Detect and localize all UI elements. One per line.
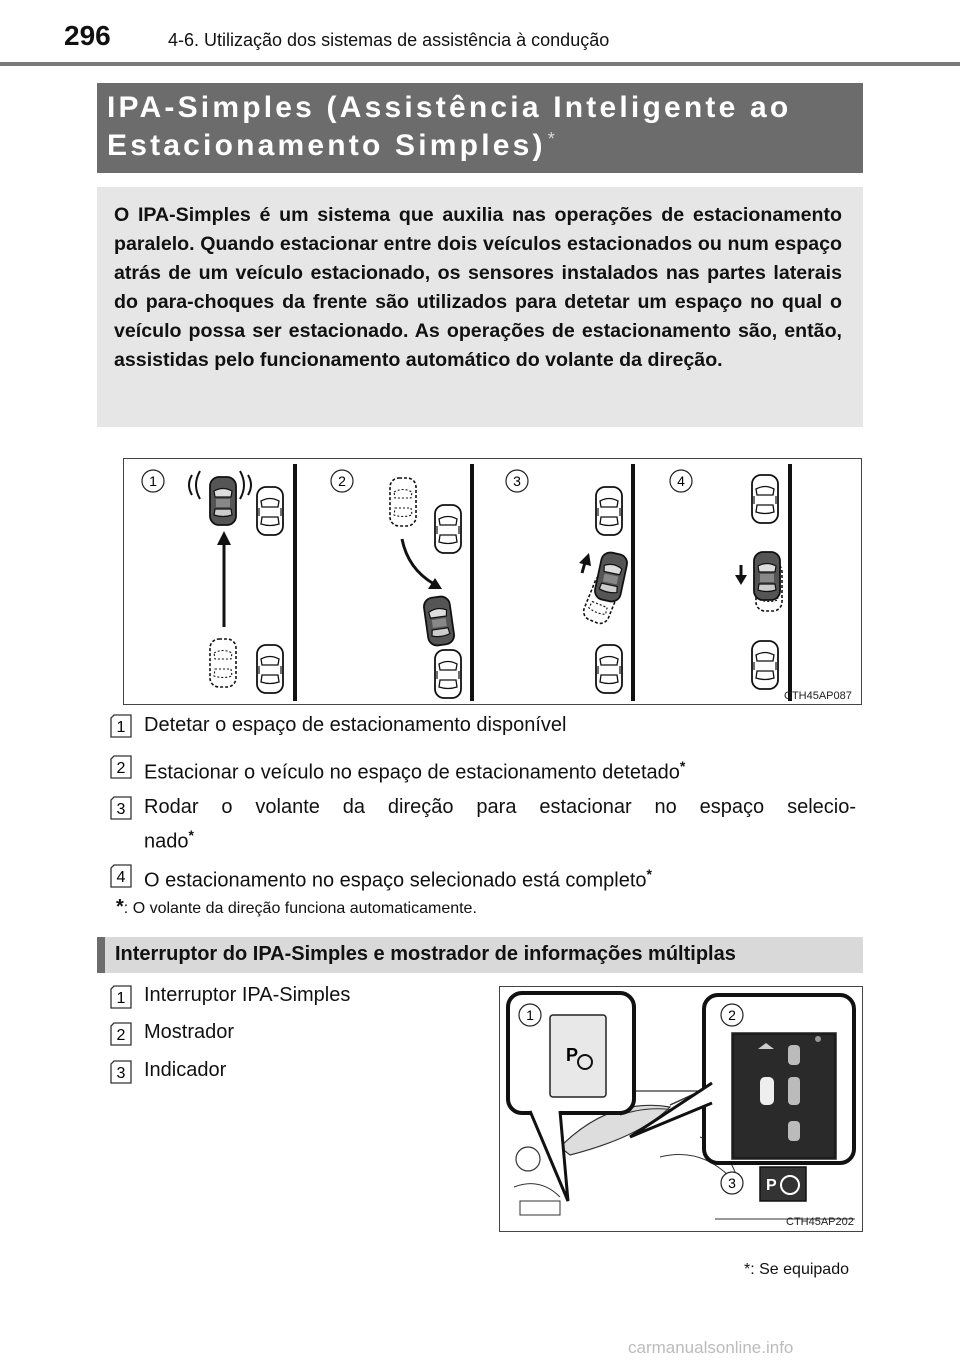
figure2-label-1-text: 1 — [526, 1007, 534, 1023]
parking-steps-illustration — [124, 459, 861, 704]
page-title — [97, 83, 863, 173]
step-1-badge — [110, 714, 132, 738]
step-4-label: O estacionamento no espaço selecionado está completo — [144, 869, 647, 892]
part-2-text: Mostrador — [144, 1021, 235, 1043]
figure1-label-1-text: 1 — [149, 473, 157, 489]
step-2-star: * — [679, 758, 686, 774]
footnote-mark: * — [744, 1261, 751, 1278]
indicator-symbol: P — [766, 1177, 777, 1194]
watermark: carmanualsonline.info — [628, 1338, 794, 1357]
figure1-label-2-text: 2 — [338, 473, 346, 489]
step-1-label: Detetar o espaço de estacionamento disponível — [144, 714, 567, 736]
section-title: 4-6. Utilização dos sistemas de assistência à condução — [168, 30, 610, 50]
note-text: : O volante da direção funciona automaticamente. — [123, 900, 477, 917]
part-2-badge — [110, 1022, 132, 1046]
part-3-number: 3 — [116, 1065, 126, 1082]
intro-box — [97, 187, 863, 427]
intro-text: O IPA-Simples é um sistema que auxilia nas operações de estacionamento paralelo. Quando estacionar entre dois veículos estacionados ou num espaço atrás de um veículo estacionado, os sensores instalados nas partes laterais do para-choques da frente são utilizados para detetar um espaço no qual o veículo possa ser estacionado. As operações de estacionamento são, então, assistidas pelo funcionamento automático do volante da direção. — [114, 204, 842, 371]
step-2-badge — [110, 755, 132, 779]
figure2-label-3-text: 3 — [728, 1175, 736, 1191]
step-1-number: 1 — [116, 719, 126, 736]
title-footnote-mark: * — [547, 129, 558, 149]
part-1-badge — [110, 985, 132, 1009]
part-1-text: Interruptor IPA-Simples — [144, 984, 351, 1006]
switch-symbol: P — [566, 1045, 579, 1065]
step-2-label: Estacionar o veículo no espaço de estacionamento detetado — [144, 761, 680, 784]
step-3-badge — [110, 796, 132, 820]
step-3-number: 3 — [116, 801, 126, 818]
step-3-line-1: Rodar o volante da direção para estacionar no espaço selecio- — [144, 796, 856, 818]
subheading-bar — [97, 937, 105, 973]
page-number: 296 — [64, 20, 111, 51]
footnote-text: : Se equipado — [750, 1261, 849, 1278]
part-3-badge — [110, 1060, 132, 1084]
footnote — [744, 1261, 849, 1279]
switch-display-figure — [499, 986, 863, 1232]
figure1-label-4-text: 4 — [677, 473, 685, 489]
figure2-label-2-text: 2 — [728, 1007, 736, 1023]
part-1-number: 1 — [116, 990, 126, 1007]
step-1-text — [144, 711, 567, 740]
part-2-number: 2 — [116, 1027, 126, 1044]
parking-steps-figure — [123, 458, 862, 705]
step-3-star: * — [188, 827, 194, 843]
title-line-2-text: Estacionamento Simples) — [107, 129, 546, 162]
note-star: * — [116, 896, 124, 918]
page-header — [0, 0, 960, 66]
figure1-label-3-text: 3 — [513, 473, 521, 489]
step-2-number: 2 — [116, 760, 126, 777]
header-rule — [0, 62, 960, 66]
subheading — [97, 937, 863, 973]
figure2-code: CTH45AP202 — [786, 1216, 854, 1228]
dashboard-illustration — [500, 987, 862, 1231]
part-3-text: Indicador — [144, 1059, 227, 1081]
step-3-label: nado — [144, 830, 189, 853]
step-4-number: 4 — [116, 869, 126, 886]
step-4-text — [144, 860, 652, 896]
step-2-text — [144, 752, 685, 788]
title-line-1: IPA-Simples (Assistência Inteligente ao — [107, 91, 792, 124]
title-line-2 — [107, 129, 558, 163]
step-4-star: * — [646, 866, 652, 882]
step-4-badge — [110, 864, 132, 888]
figure1-code: CTH45AP087 — [784, 690, 852, 702]
steps-note — [116, 896, 477, 919]
subheading-text: Interruptor do IPA-Simples e mostrador de informações múltiplas — [115, 943, 736, 965]
step-3-line-2 — [144, 821, 194, 857]
